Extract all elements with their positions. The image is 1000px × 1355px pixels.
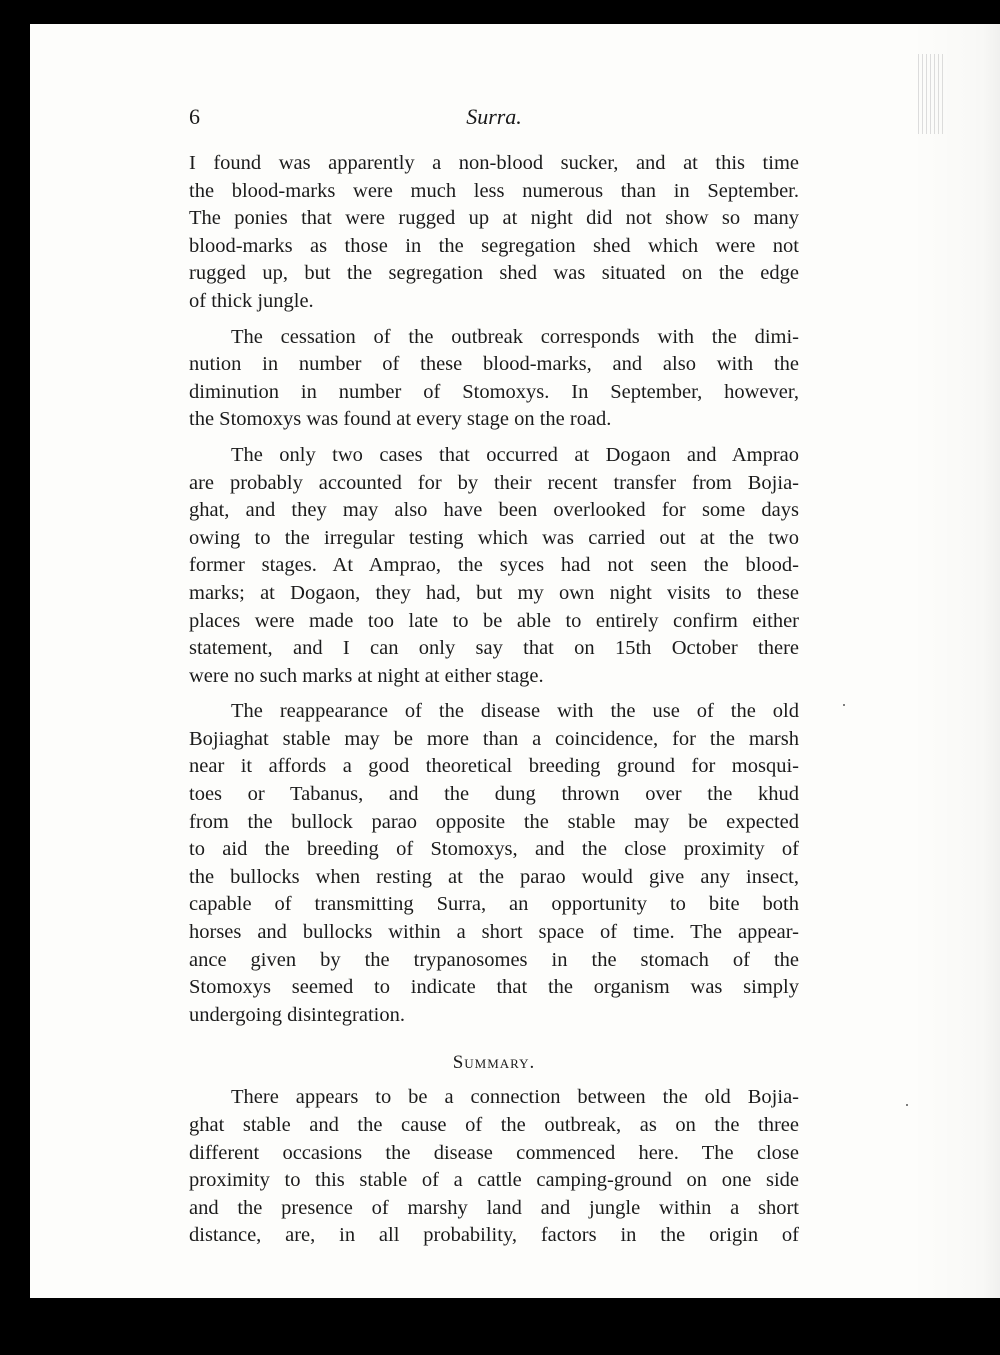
text-line: different occasions the disease commenced here. The close — [189, 1141, 799, 1164]
text-line: places were made too late to be able to entirely confirm either — [189, 609, 799, 632]
text-line: The ponies that were rugged up at night did not show so many — [189, 207, 799, 230]
text-line: distance, are, in all probability, factors in the origin of — [189, 1224, 799, 1247]
page-edge-shadow — [910, 24, 1000, 1298]
text-line: ghat stable and the cause of the outbreak, as on the three — [189, 1114, 799, 1136]
paragraph — [189, 1084, 799, 1250]
body-text — [189, 150, 799, 1250]
paragraph — [189, 324, 799, 434]
text-line: capable of transmitting Surra, an opportunity to bite both — [189, 893, 799, 916]
text-line: were no such marks at night at either stage. — [189, 664, 544, 687]
paragraph — [189, 442, 799, 690]
ink-speck — [843, 704, 845, 706]
text-line: Bojiaghat stable may be more than a coincidence, for the marsh — [189, 727, 799, 750]
text-line: The cessation of the outbreak corresponds with the dimi- — [231, 325, 799, 348]
text-line: and the presence of marshy land and jungle within a short — [189, 1196, 799, 1219]
text-line: blood-marks as those in the segregation shed which were not — [189, 234, 799, 257]
text-line: diminution in number of Stomoxys. In September, however, — [189, 380, 799, 403]
text-line: from the bullock parao opposite the stable may be expected — [189, 810, 799, 833]
text-line: ance given by the trypanosomes in the stomach of the — [189, 948, 799, 971]
text-line: near it affords a good theoretical breeding ground for mosqui- — [189, 755, 799, 778]
text-line: to aid the breeding of Stomoxys, and the close proximity of — [189, 838, 799, 861]
paragraph — [189, 150, 799, 316]
text-line: Stomoxys seemed to indicate that the organism was simply — [189, 976, 799, 999]
text-line: ghat, and they may also have been overlooked for some days — [189, 499, 799, 522]
text-line: marks; at Dogaon, they had, but my own night visits to these — [189, 581, 799, 604]
text-line: horses and bullocks within a short space of time. The appear- — [189, 921, 799, 944]
page-edge-tear — [918, 54, 946, 134]
text-line: the Stomoxys was found at every stage on the road. — [189, 408, 612, 431]
text-line: I found was apparently a non-blood sucker, and at this time — [189, 152, 799, 174]
text-line: the bullocks when resting at the parao would give any insect, — [189, 865, 799, 888]
ink-speck — [906, 1104, 908, 1106]
text-line: former stages. At Amprao, the syces had not seen the blood- — [189, 554, 799, 577]
text-line: undergoing disintegration. — [189, 1003, 405, 1026]
page-header — [189, 104, 799, 134]
text-line: the blood-marks were much less numerous than in September. — [189, 179, 799, 202]
section-heading: Summary. — [452, 1052, 536, 1074]
page-number: 6 — [189, 104, 200, 129]
text-line: of thick jungle. — [189, 289, 314, 312]
text-line: The reappearance of the disease with the use of the old — [231, 700, 799, 723]
text-line: rugged up, but the segregation shed was situated on the edge — [189, 262, 799, 285]
text-line: The only two cases that occurred at Dogaon and Amprao — [231, 443, 799, 466]
text-line: There appears to be a connection between the old Bojia- — [231, 1086, 799, 1109]
paragraph — [189, 698, 799, 1029]
text-line: statement, and I can only say that on 15th October there — [189, 637, 799, 660]
text-line: are probably accounted for by their recent transfer from Bojia- — [189, 471, 799, 494]
text-line: proximity to this stable of a cattle camping-ground on one side — [189, 1169, 799, 1192]
text-line: toes or Tabanus, and the dung thrown over the khud — [189, 783, 799, 806]
text-line: nution in number of these blood-marks, and also with the — [189, 353, 799, 376]
text-line: owing to the irregular testing which was carried out at the two — [189, 526, 799, 549]
running-title: Surra. — [466, 104, 522, 129]
